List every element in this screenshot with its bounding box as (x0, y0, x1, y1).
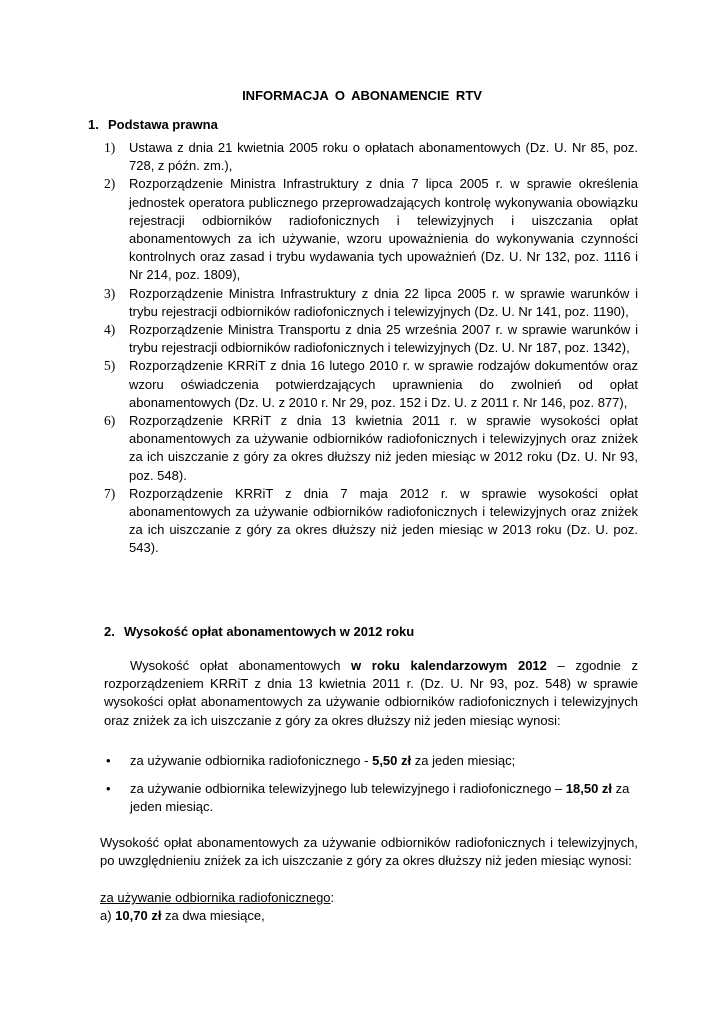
bullet-icon: • (106, 781, 111, 796)
bullet-text-a: za używanie odbiornika radiofonicznego - (130, 753, 373, 768)
item-a-prefix: a) (100, 908, 116, 923)
intro-text-b: – zgodnie z rozporządzeniem KRRiT z dnia 13 kwietnia 2011 r. (Dz. U. Nr 93, poz. 548) w sprawie wysokości opłat abonamentowych za używanie odbiorników radiofonicznych i telewizyjnych oraz zniżek za ich uiszczanie z góry za okres dłuższy niż jeden miesiąc wynosi: (104, 658, 639, 728)
legal-basis-list (104, 139, 638, 558)
section-2-title: Wysokość opłat abonamentowych w 2012 roku (124, 624, 415, 639)
bullet-text-a: za używanie odbiornika telewizyjnego lub telewizyjnego i radiofonicznego – (130, 781, 566, 796)
list-item (104, 485, 638, 558)
intro-text-a: Wysokość opłat abonamentowych (130, 658, 352, 673)
list-item-number: 7) (104, 485, 116, 501)
list-item-text: Ustawa z dnia 21 kwietnia 2005 roku o opłatach abonamentowych (Dz. U. Nr 85, poz. 728, z późn. zm.), (129, 140, 638, 174)
section-1-title: Podstawa prawna (108, 117, 218, 132)
discount-item-a (100, 907, 638, 925)
intro-paragraph (104, 657, 638, 730)
item-a-suffix: za dwa miesiące, (161, 908, 265, 923)
list-item-number: 2) (104, 176, 116, 192)
radio-label-colon: : (330, 890, 335, 905)
intro-text-bold: w roku kalendarzowym 2012 (351, 658, 547, 673)
bullet-text-b: za jeden miesiąc. (130, 781, 630, 815)
list-item (104, 357, 638, 412)
section-1-heading (88, 117, 218, 132)
radio-label: za używanie odbiornika radiofonicznego (100, 890, 331, 905)
list-item-number: 3) (104, 285, 116, 301)
list-item-text: Rozporządzenie KRRiT z dnia 13 kwietnia 2011 r. w sprawie wysokości opłat abonamentowych za używanie odbiorników radiofonicznych i telewizyjnych oraz zniżek za ich uiszczanie z góry za okres dłuższy niż jeden miesiąc w 2012 roku (Dz. U. Nr 93, poz. 548). (129, 413, 638, 483)
list-item-number: 4) (104, 322, 116, 338)
list-item-text: Rozporządzenie Ministra Infrastruktury z dnia 22 lipca 2005 r. w sprawie warunków i trybu rejestracji odbiorników radiofonicznych i telewizyjnych (Dz. U. Nr 141, poz. 1190), (129, 285, 638, 319)
bullet-text-b: za jeden miesiąc; (411, 753, 516, 768)
list-item-number: 6) (104, 413, 116, 429)
section-2-number: 2. (104, 624, 115, 639)
document-title: INFORMACJA O ABONAMENCIE RTV (242, 88, 482, 103)
list-item (104, 139, 638, 175)
fee-bullet (104, 780, 638, 816)
list-item-number: 5) (104, 358, 116, 374)
list-item (104, 175, 638, 284)
list-item (104, 412, 638, 485)
section-2-heading (104, 624, 414, 639)
list-item-text: Rozporządzenie KRRiT z dnia 7 maja 2012 r. w sprawie wysokości opłat abonamentowych za używanie odbiorników radiofonicznych i telewizyjnych oraz zniżek za ich uiszczanie z góry za okres dłuższy niż jeden miesiąc w 2013 roku (Dz. U. poz. 543). (129, 485, 638, 556)
list-item-text: Rozporządzenie Ministra Infrastruktury z dnia 7 lipca 2005 r. w sprawie określenia jednostek operatora publicznego przeprowadzających kontrolę wykonywania obowiązku rejestracji odbiorników radiofonicznych i telewizyjnych i uiszczania opłat abonamentowych za ich używanie, wzoru upoważnienia do wykonywania czynności kontrolnych oraz zasad i trybu wydawania tych upoważnień (Dz. U. Nr 132, poz. 1116 i Nr 214, poz. 1809), (129, 176, 638, 283)
list-item (104, 321, 638, 357)
section-1-number: 1. (88, 117, 99, 132)
bullet-amount: 18,50 zł (565, 781, 613, 796)
item-a-amount: 10,70 zł (115, 908, 162, 923)
list-item-text: Rozporządzenie KRRiT z dnia 16 lutego 2010 r. w sprawie rodzajów dokumentów oraz wzoru oświadczenia potwierdzających uprawnienia do zwolnień od opłat abonamentowych (Dz. U. z 2010 r. Nr 29, poz. 152 i Dz. U. z 2011 r. Nr 146, poz. 877), (129, 358, 638, 410)
list-item (104, 285, 638, 321)
list-item-number: 1) (104, 140, 116, 155)
discount-paragraph: Wysokość opłat abonamentowych za używanie odbiorników radiofonicznych i telewizyjnych, po uwzględnieniu zniżek za ich uiszczanie z góry za okres dłuższy niż jeden miesiąc wynosi: (100, 835, 638, 869)
bullet-amount: 5,50 zł (372, 753, 412, 768)
fee-bullet (104, 752, 638, 770)
radio-label-line (100, 889, 638, 907)
list-item-text: Rozporządzenie Ministra Transportu z dnia 25 września 2007 r. w sprawie warunków i trybu rejestracji odbiorników radiofonicznych i telewizyjnych (Dz. U. Nr 187, poz. 1342), (129, 322, 638, 356)
bullet-icon: • (106, 753, 111, 768)
